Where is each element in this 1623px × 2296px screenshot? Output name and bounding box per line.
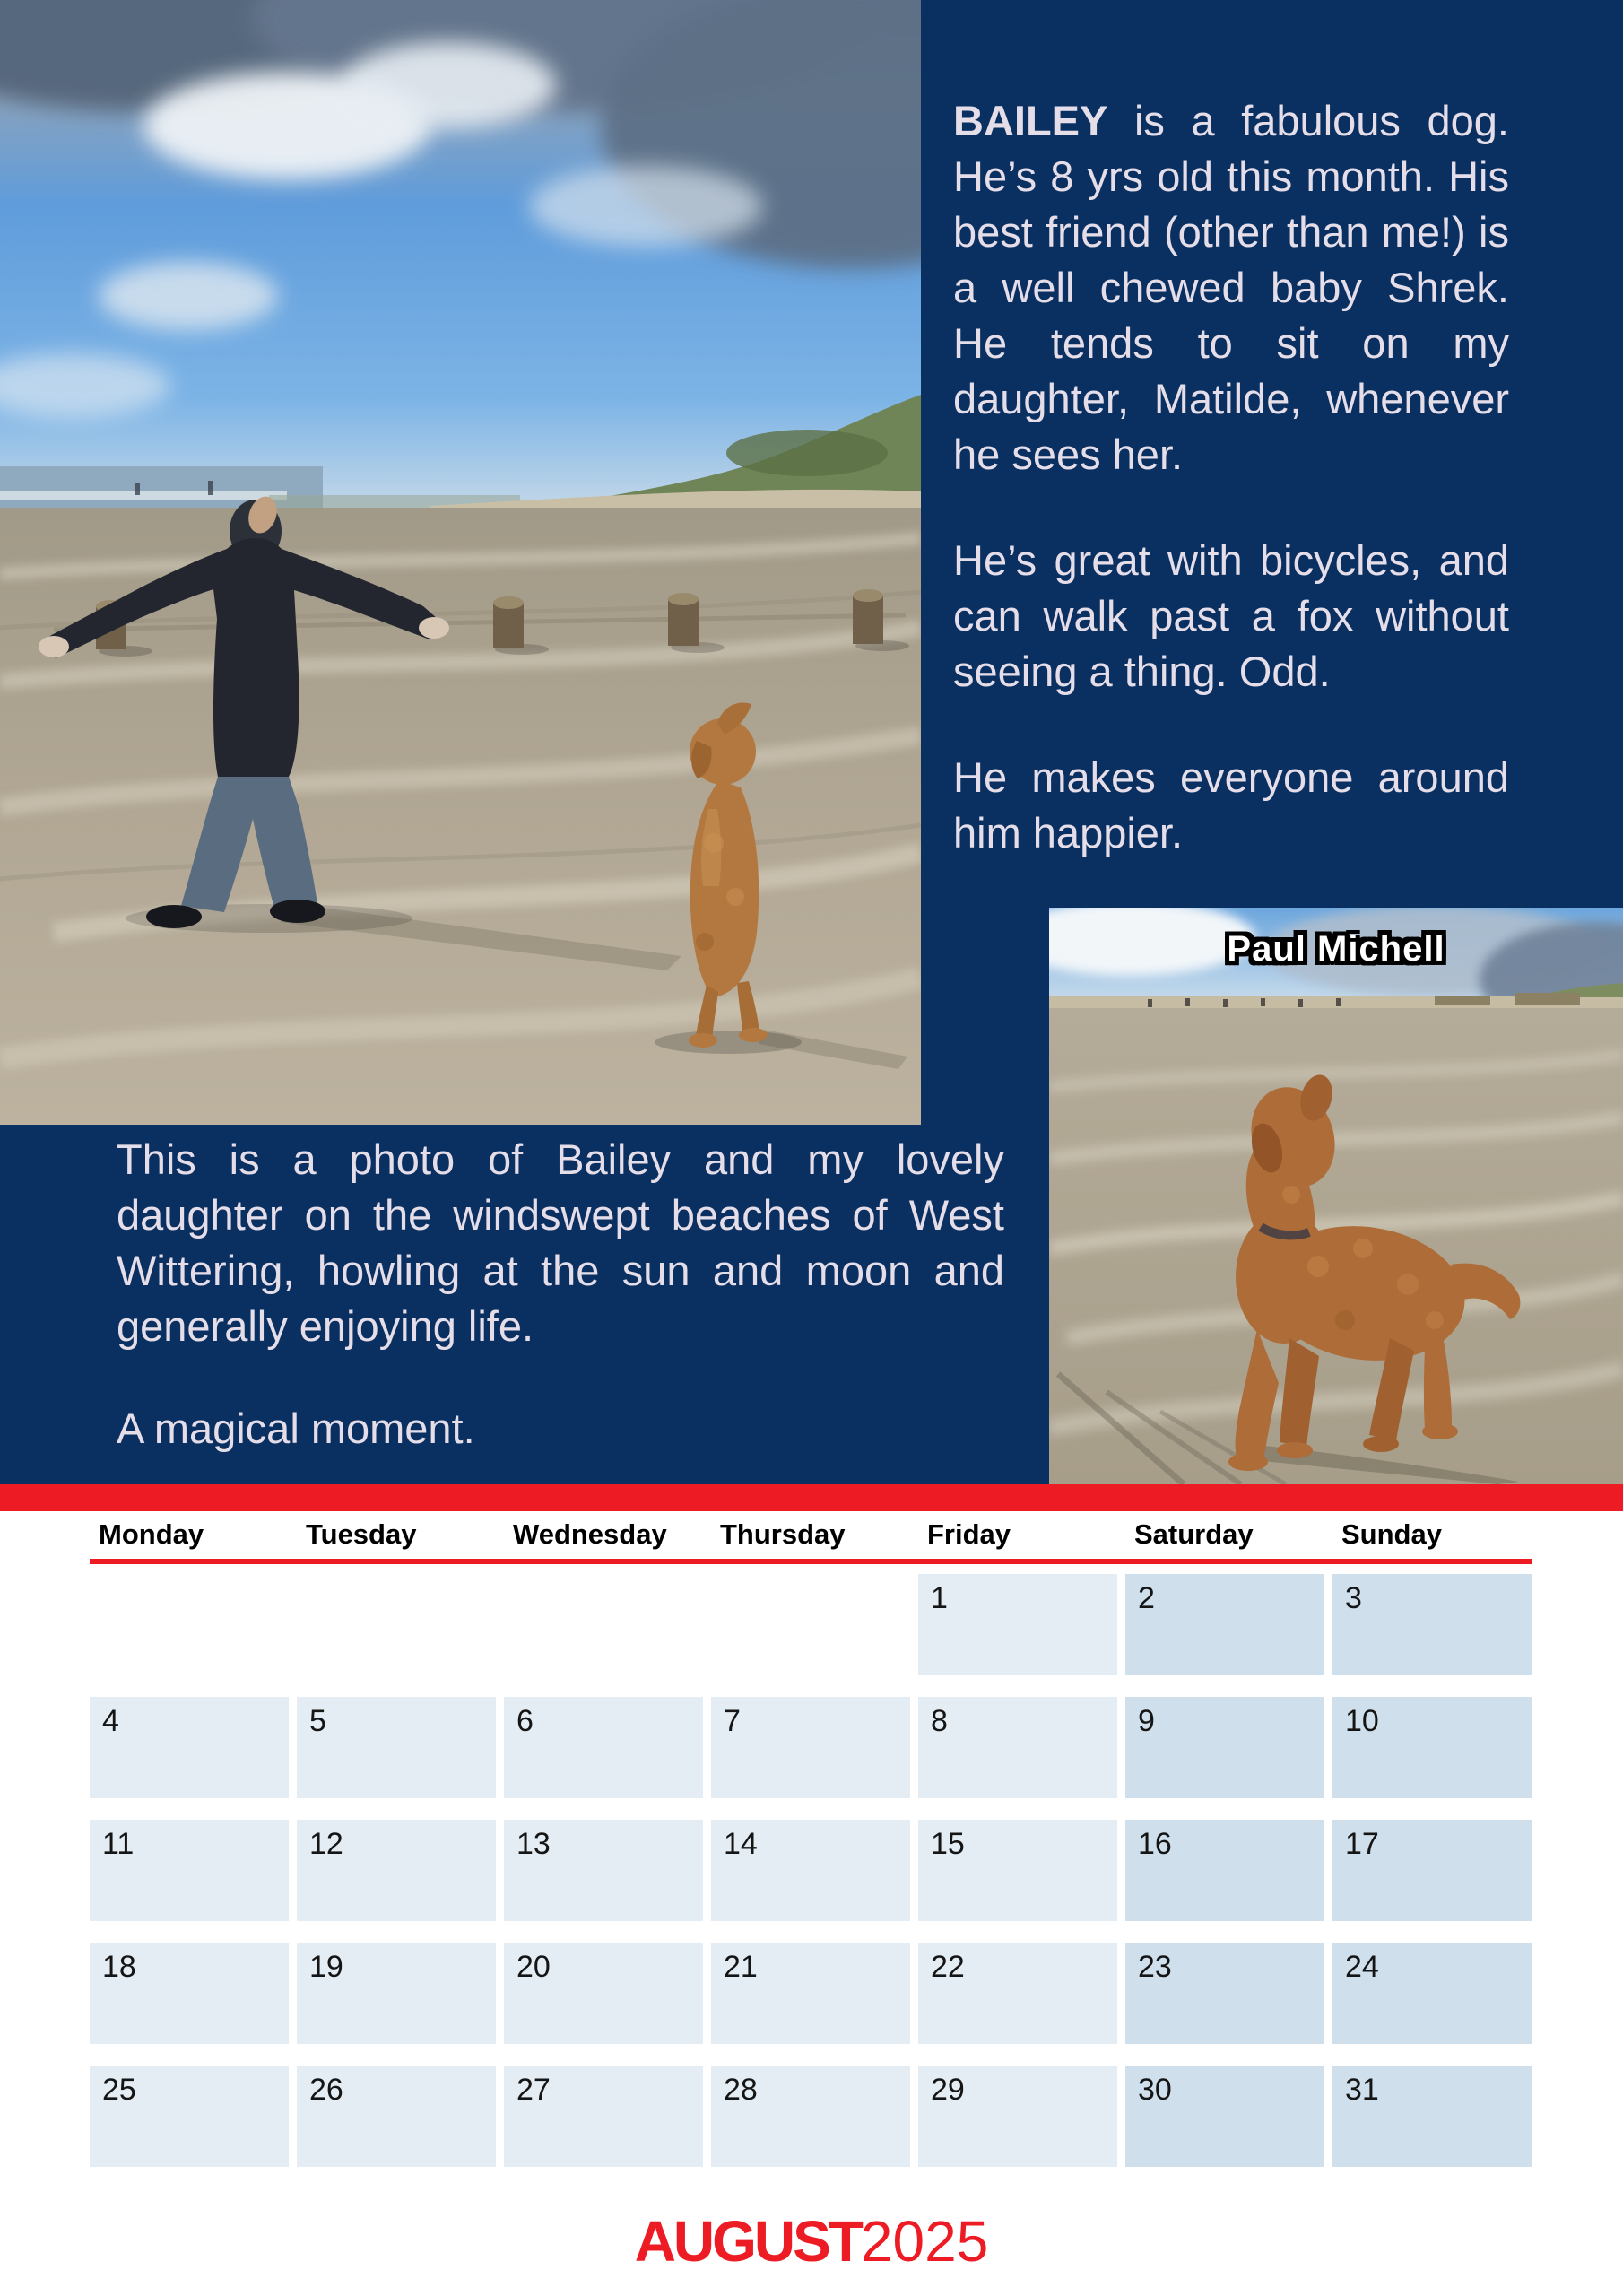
month-title	[0, 2208, 1623, 2274]
calendar-day-cell	[711, 1943, 910, 2044]
day-number	[297, 1574, 496, 1581]
story-paragraph-2: He’s great with bicycles, and can walk past a fox without seeing a thing. Odd.	[953, 536, 1509, 695]
dog-photo	[1049, 908, 1623, 1484]
day-number: 13	[516, 1827, 551, 1861]
calendar-empty-cell	[90, 1574, 289, 1675]
calendar-day-cell	[1332, 1574, 1532, 1675]
day-number: 16	[1138, 1827, 1172, 1861]
story-paragraph-1	[953, 93, 1509, 483]
year: 2025	[860, 2209, 989, 2274]
day-number: 31	[1345, 2073, 1379, 2107]
weekday-header: Thursday	[720, 1518, 846, 1550]
weekday-header: Wednesday	[513, 1518, 667, 1550]
day-number: 4	[102, 1704, 119, 1738]
day-number	[504, 1574, 703, 1581]
day-number: 26	[309, 2073, 343, 2107]
day-number: 7	[724, 1704, 741, 1738]
day-number: 15	[931, 1827, 965, 1861]
weekday-header: Saturday	[1134, 1518, 1254, 1550]
calendar-day-cell	[918, 1697, 1117, 1798]
day-number: 30	[1138, 2073, 1172, 2107]
calendar-empty-cell	[504, 1574, 703, 1675]
day-number	[711, 1574, 910, 1581]
day-number: 25	[102, 2073, 136, 2107]
calendar-day-cell	[90, 2066, 289, 2167]
calendar-day-cell	[1125, 1574, 1324, 1675]
calendar-day-cell	[918, 1820, 1117, 1921]
day-number: 27	[516, 2073, 551, 2107]
weekday-header: Tuesday	[306, 1518, 417, 1550]
day-number: 5	[309, 1704, 326, 1738]
note-paragraph-2: A magical moment.	[117, 1405, 475, 1452]
photographer-credit: Paul Michell	[1227, 929, 1445, 969]
day-number: 6	[516, 1704, 534, 1738]
calendar-day-cell	[918, 2066, 1117, 2167]
calendar-day-cell	[90, 1820, 289, 1921]
day-number: 28	[724, 2073, 758, 2107]
day-number: 18	[102, 1950, 136, 1984]
month-name: AUGUST	[634, 2209, 861, 2274]
weekday-header: Friday	[927, 1518, 1011, 1550]
photo-note-block	[117, 1132, 1004, 1457]
day-number: 11	[102, 1827, 135, 1861]
calendar-day-cell	[297, 1697, 496, 1798]
day-number: 8	[931, 1704, 948, 1738]
calendar-day-cell	[1125, 1697, 1324, 1798]
day-number: 14	[724, 1827, 758, 1861]
weekday-header: Sunday	[1341, 1518, 1442, 1550]
calendar-day-cell	[297, 2066, 496, 2167]
day-number: 1	[931, 1581, 948, 1615]
header-underline	[90, 1559, 1532, 1564]
day-number: 9	[1138, 1704, 1155, 1738]
calendar-day-cell	[504, 1943, 703, 2044]
calendar-day-cell	[1332, 2066, 1532, 2167]
calendar-day-cell	[504, 2066, 703, 2167]
dog-beach-illustration	[1049, 908, 1623, 1484]
weekday-header-row	[90, 1518, 1532, 1551]
calendar-empty-cell	[297, 1574, 496, 1675]
day-number: 24	[1345, 1950, 1379, 1984]
day-number: 12	[309, 1827, 343, 1861]
red-divider	[0, 1484, 1623, 1511]
calendar-day-cell	[1332, 1943, 1532, 2044]
day-number: 29	[931, 2073, 965, 2107]
calendar-day-cell	[1125, 1820, 1324, 1921]
weekday-header: Monday	[99, 1518, 204, 1550]
day-number: 20	[516, 1950, 551, 1984]
day-number	[90, 1574, 289, 1581]
day-number: 3	[1345, 1581, 1362, 1615]
day-number: 21	[724, 1950, 758, 1984]
calendar-day-cell	[918, 1574, 1117, 1675]
calendar-day-cell	[90, 1697, 289, 1798]
day-number: 22	[931, 1950, 965, 1984]
calendar-day-cell	[1332, 1697, 1532, 1798]
calendar-day-cell	[711, 1820, 910, 1921]
day-number: 2	[1138, 1581, 1155, 1615]
dog-name: BAILEY	[953, 97, 1108, 144]
day-number: 19	[309, 1950, 343, 1984]
calendar-day-cell	[1332, 1820, 1532, 1921]
calendar-grid	[90, 1574, 1532, 2167]
day-number: 10	[1345, 1704, 1379, 1738]
calendar-day-cell	[711, 2066, 910, 2167]
story-text-block	[953, 93, 1509, 911]
beach-photo-person-and-dog	[0, 0, 921, 1125]
calendar-day-cell	[90, 1943, 289, 2044]
calendar-day-cell	[711, 1697, 910, 1798]
calendar-day-cell	[504, 1820, 703, 1921]
calendar-empty-cell	[711, 1574, 910, 1675]
calendar-day-cell	[504, 1697, 703, 1798]
calendar-day-cell	[297, 1943, 496, 2044]
calendar-day-cell	[1125, 2066, 1324, 2167]
day-number: 23	[1138, 1950, 1172, 1984]
calendar-day-cell	[918, 1943, 1117, 2044]
note-paragraph-1: This is a photo of Bailey and my lovely daughter on the windswept beaches of West Wittering, howling at the sun and moon and generally enjoying life.	[117, 1135, 1004, 1350]
story-paragraph-3: He makes everyone around him happier.	[953, 753, 1509, 857]
story-paragraph-1-text: is a fabulous dog. He’s 8 yrs old this month. His best friend (other than me!) is a well chewed baby Shrek. He tends to sit on my daughter, Matilde, whenever he sees her.	[953, 97, 1509, 478]
beach-scene-illustration	[0, 0, 921, 1125]
day-number: 17	[1345, 1827, 1379, 1861]
calendar-day-cell	[297, 1820, 496, 1921]
calendar-day-cell	[1125, 1943, 1324, 2044]
